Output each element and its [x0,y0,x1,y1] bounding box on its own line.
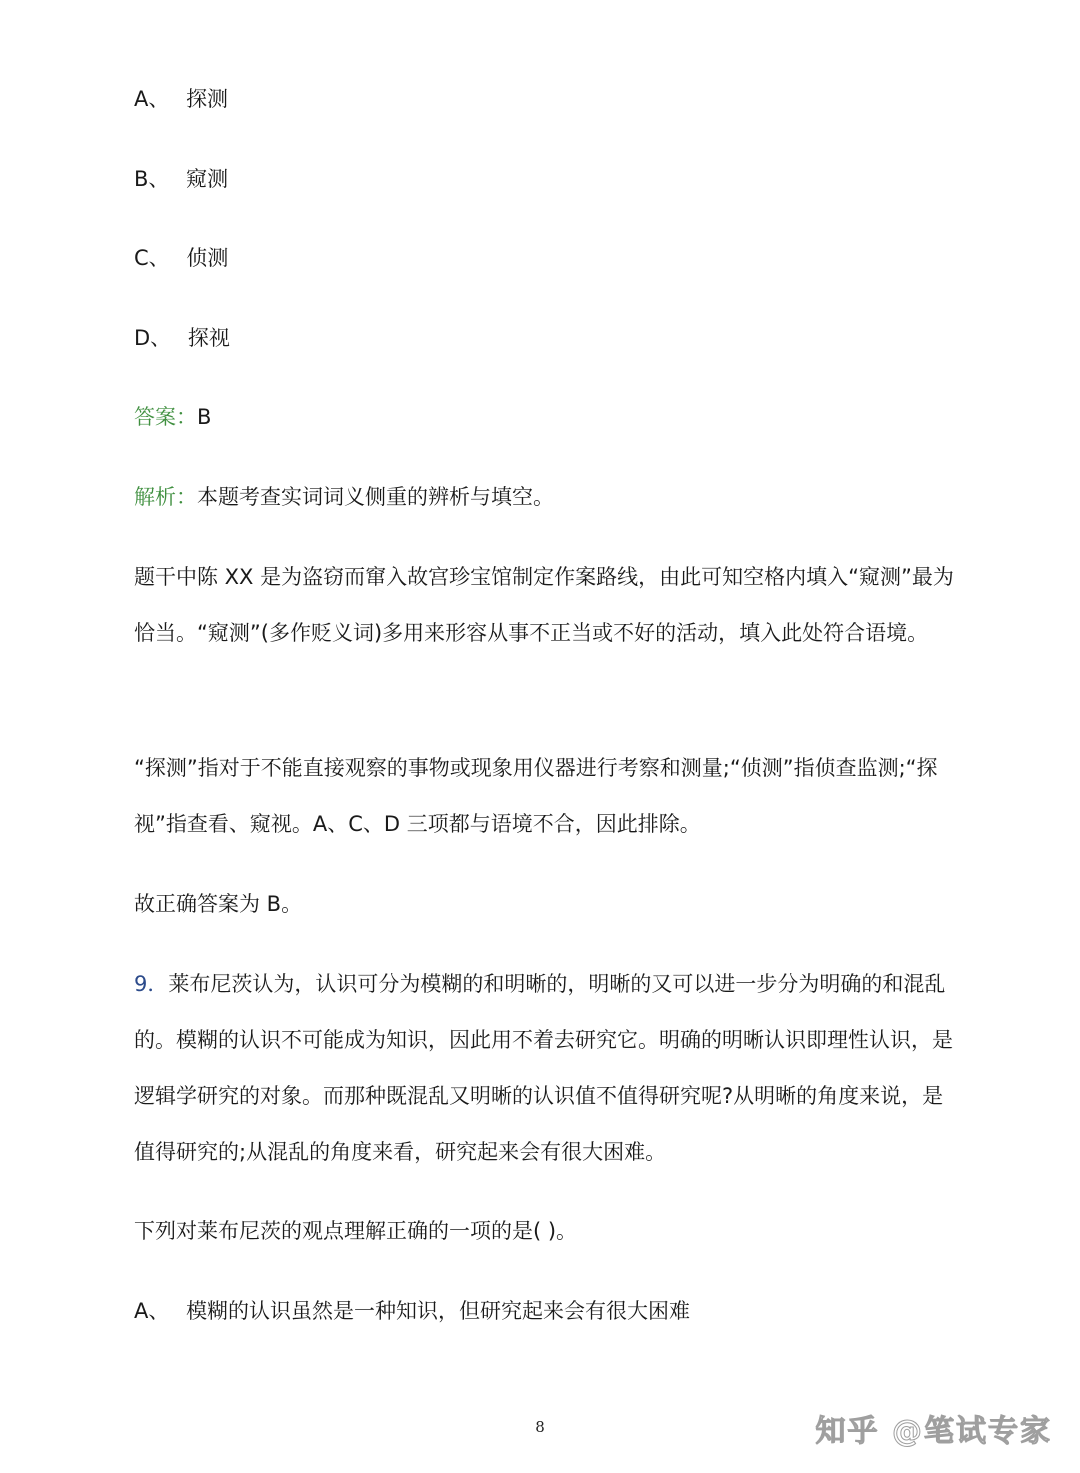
option-letter: D、 [134,326,172,350]
explanation-paragraph-2: “探测”指对于不能直接观察的事物或现象用仪器进行考察和测量;“侦测”指侦查监测;“探视”指查看、窥视。A、C、D 三项都与语境不合，因此排除。 [134,756,938,836]
question-stem-text: 莱布尼茨认为，认识可分为模糊的和明晰的，明晰的又可以进一步分为明确的和混乱的。模糊的认识不可能成为知识，因此用不着去研究它。明确的明晰认识即理性认识，是逻辑学研究的对象。而那种既混乱又明晰的认识值不值得研究呢?从明晰的角度来说，是值得研究的;从混乱的角度来看，研究起来会有很大困难。 [134,972,953,1164]
watermark: 知乎 @笔试专家 [815,1414,1052,1449]
option-text: 探测 [186,87,229,111]
page-number: 8 [535,1418,545,1436]
conclusion-line: 故正确答案为 B。 [134,892,303,916]
option-letter: A、 [134,87,170,111]
question-number: 9． [134,972,169,996]
analysis-label: 解析： [134,485,197,509]
option-b [134,165,228,193]
option-text: 探视 [187,326,230,350]
option-text: 模糊的认识虽然是一种知识，但研究起来会有很大困难 [186,1299,691,1323]
option-a [134,85,228,113]
question-9-option-a [134,1297,690,1325]
option-letter: C、 [134,246,170,270]
option-c [134,244,228,272]
answer-label: 答案： [134,405,197,429]
option-text: 侦测 [186,246,229,270]
option-letter: A、 [134,1299,170,1323]
answer-value: B [197,405,212,429]
answer-line [134,403,211,431]
option-d [134,324,230,352]
question-9-prompt: 下列对莱布尼茨的观点理解正确的一项的是( )。 [134,1219,578,1243]
analysis-text: 本题考查实词词义侧重的辨析与填空。 [197,485,554,509]
option-letter: B、 [134,167,170,191]
explanation-paragraph-1: 题干中陈 XX 是为盗窃而窜入故宫珍宝馆制定作案路线，由此可知空格内填入“窥测”最为恰当。“窥测”(多作贬义词)多用来形容从事不正当或不好的活动，填入此处符合语境。 [134,565,954,645]
option-text: 窥测 [186,167,229,191]
analysis-line [134,483,554,511]
question-9-stem [134,956,954,1180]
